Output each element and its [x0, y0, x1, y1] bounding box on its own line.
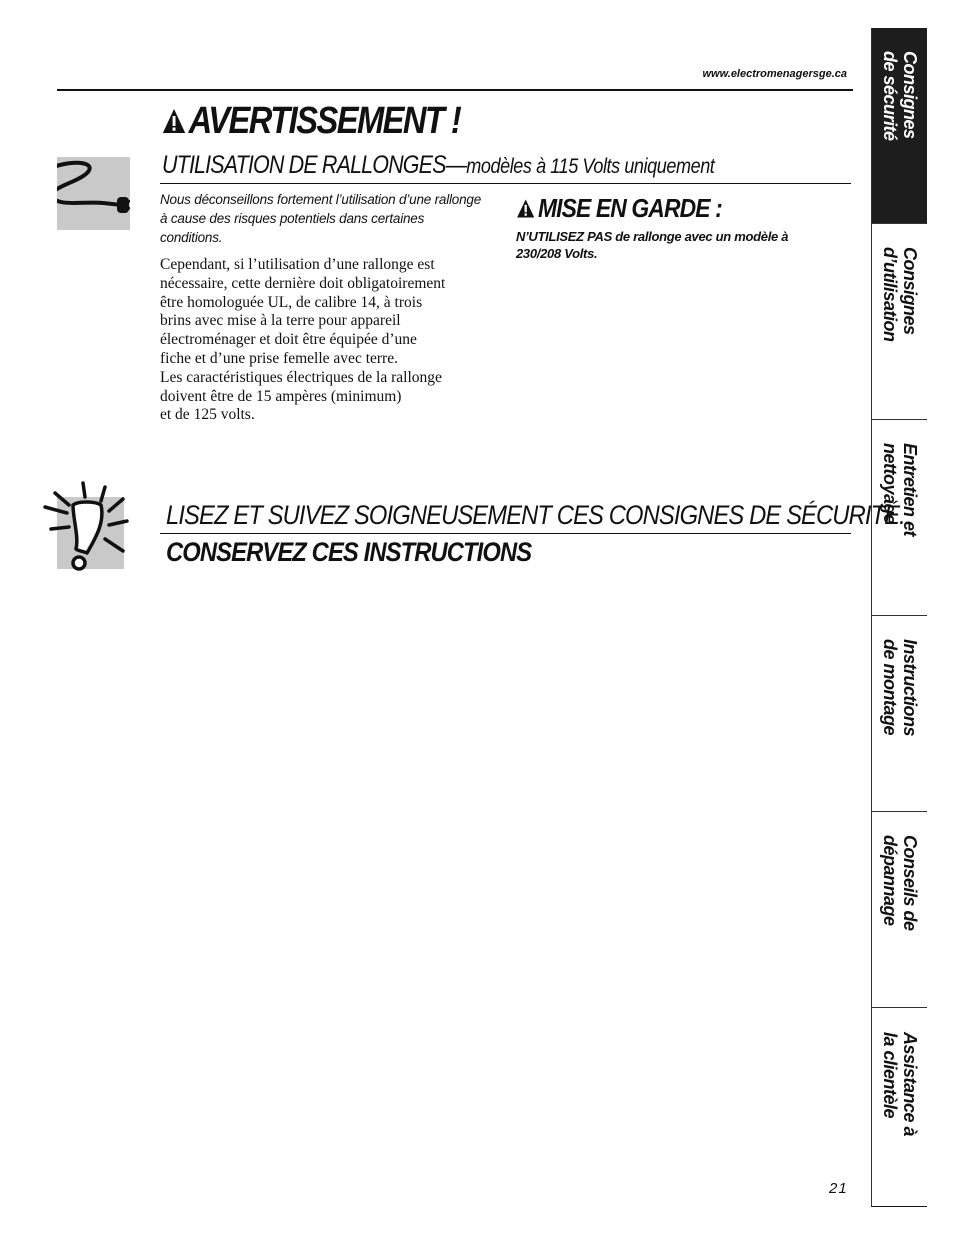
tab-label: Consignes d’utilisation — [879, 246, 920, 341]
extension-cord-heading-models: modèles à 115 Volts uniquement — [466, 155, 715, 178]
extension-cord-heading-main: UTILISATION DE RALLONGES — [162, 151, 446, 179]
tab-label: Entretien et nettoyage — [879, 442, 920, 536]
heading-dash: — — [445, 151, 467, 179]
tab-label: Assistance à la clientèle — [879, 1032, 920, 1137]
warning-title — [162, 100, 460, 143]
read-instructions-heading: LISEZ ET SUIVEZ SOIGNEUSEMENT CES CONSIGNES DE SÉCURITÉ. — [166, 500, 905, 530]
caution-body: N’UTILISEZ PAS de rallonge avec un modèle à 230/208 Volts. — [516, 229, 789, 261]
tab-conseils-de-depannage[interactable] — [872, 812, 927, 1008]
safety-rule — [160, 533, 851, 534]
extension-cord-heading — [162, 151, 714, 180]
tab-label: Instructions de montage — [879, 638, 920, 736]
tab-instructions-de-montage[interactable] — [872, 616, 927, 812]
section-tabs — [871, 28, 927, 1207]
website-url: www.electromenagersge.ca — [702, 68, 847, 80]
extension-cord-intro: Nous déconseillons fortement l’utilisation d’une rallonge à cause des risques potentiels dans certaines conditions. — [160, 192, 482, 245]
save-instructions-heading: CONSERVEZ CES INSTRUCTIONS — [166, 537, 532, 567]
tab-entretien-et-nettoyage[interactable] — [872, 420, 927, 616]
extension-cord-icon — [57, 157, 130, 230]
heading-rule — [160, 183, 851, 184]
extension-cord-requirements: Cependant, si l’utilisation d’une rallonge est nécessaire, cette dernière doit obligatoirement être homologuée UL, de calibre 14, à trois brins avec mise à la terre pour appareil électroménager et doit être équipée d’une fiche et d’une prise femelle avec terre. Les caractéristiques électriques de la rallonge doivent être de 15 ampères (minimum) et de 125 volts. — [160, 256, 446, 424]
exclamation-icon — [57, 497, 124, 569]
caution-title-text: MISE EN GARDE : — [538, 193, 722, 223]
warning-title-text: AVERTISSEMENT ! — [188, 100, 461, 142]
tab-label: Conseils de dépannage — [879, 834, 920, 931]
page-number: 21 — [829, 1180, 848, 1197]
top-rule — [57, 89, 853, 91]
caution-title — [516, 193, 722, 224]
tab-assistance-a-la-clientele[interactable] — [872, 1008, 927, 1206]
warning-triangle-icon — [162, 107, 186, 135]
tab-label: Consignes de sécurité — [879, 50, 920, 141]
tab-consignes-de-securite[interactable] — [872, 28, 927, 224]
warning-triangle-icon — [516, 198, 535, 219]
tab-consignes-d-utilisation[interactable] — [872, 224, 927, 420]
